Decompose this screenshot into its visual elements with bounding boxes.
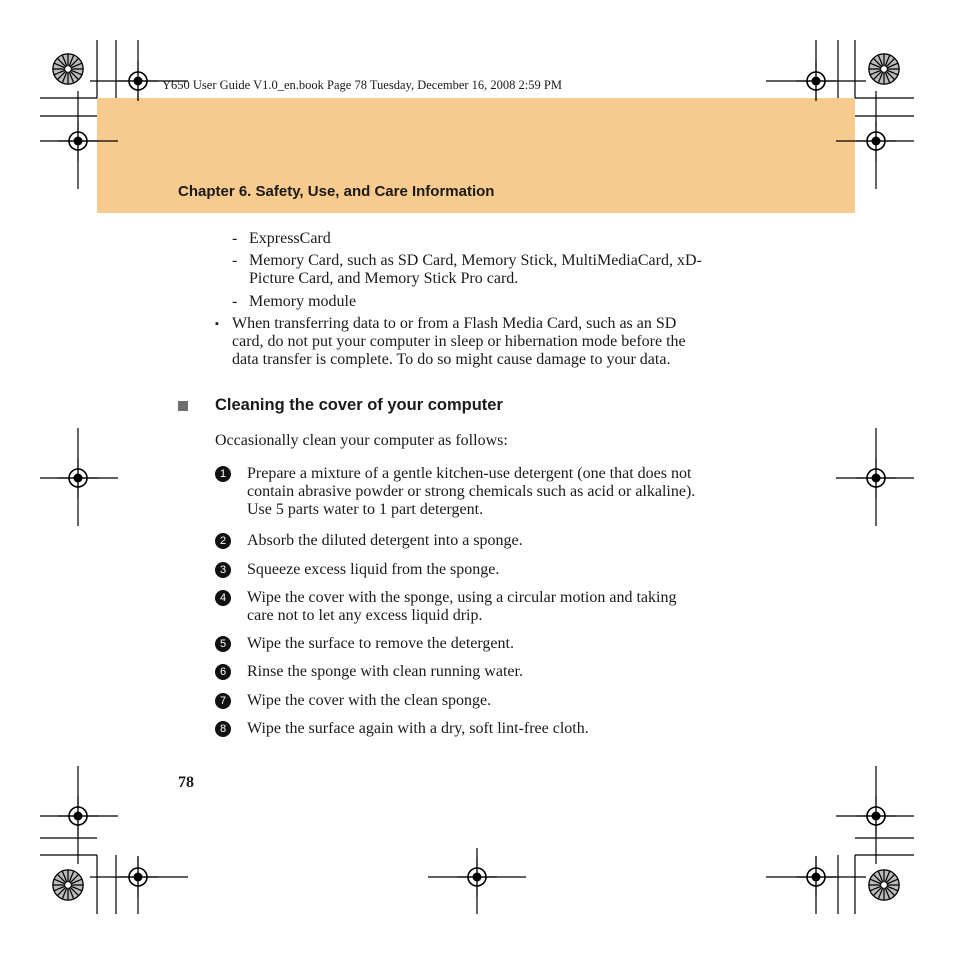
step-text: Rinse the sponge with clean running water. [247,663,523,680]
step-number-icon: 1 [215,466,231,482]
step-number-icon: 7 [215,693,231,709]
step-text: Prepare a mixture of a gentle kitchen-use detergent (one that does not [247,465,692,482]
step-number-icon: 5 [215,636,231,652]
step-text: Use 5 parts water to 1 part detergent. [247,501,484,518]
step-number-icon: 6 [215,664,231,680]
step-text: Wipe the cover with the sponge, using a circular motion and taking [247,589,677,606]
print-info-line: Y650 User Guide V1.0_en.book Page 78 Tuesday, December 16, 2008 2:59 PM [162,78,562,92]
step-number-icon: 4 [215,590,231,606]
page-number: 78 [178,774,194,791]
sub-item-text: ExpressCard [249,230,331,247]
step-number-icon: 2 [215,533,231,549]
chapter-title: Chapter 6. Safety, Use, and Care Information [178,183,495,200]
step-number-icon: 8 [215,721,231,737]
step-text: Wipe the surface again with a dry, soft lint-free cloth. [247,720,589,737]
section-bullet-icon [178,401,188,411]
paragraph-line: When transferring data to or from a Flash Media Card, such as an SD [232,315,677,332]
section-heading: Cleaning the cover of your computer [215,396,503,414]
step-text: Squeeze excess liquid from the sponge. [247,561,500,578]
step-text: Wipe the cover with the clean sponge. [247,692,492,709]
paragraph-line: card, do not put your computer in sleep or hibernation mode before the [232,333,686,350]
dash-bullet: - [232,230,238,247]
step-text: Wipe the surface to remove the detergent. [247,635,514,652]
square-bullet: ▪ [215,318,219,330]
step-text: Absorb the diluted detergent into a sponge. [247,532,523,549]
step-number-icon: 3 [215,562,231,578]
step-text: care not to let any excess liquid drip. [247,607,483,624]
dash-bullet: - [232,293,238,310]
dash-bullet: - [232,252,238,269]
paragraph-line: data transfer is complete. To do so might cause damage to your data. [232,351,671,368]
sub-item-text: Memory Card, such as SD Card, Memory Stick, MultiMediaCard, xD- [249,252,702,269]
section-intro: Occasionally clean your computer as follows: [215,432,508,449]
step-text: contain abrasive powder or strong chemicals such as acid or alkaline). [247,483,696,500]
sub-item-text: Picture Card, and Memory Stick Pro card. [249,270,519,287]
sub-item-text: Memory module [249,293,357,310]
